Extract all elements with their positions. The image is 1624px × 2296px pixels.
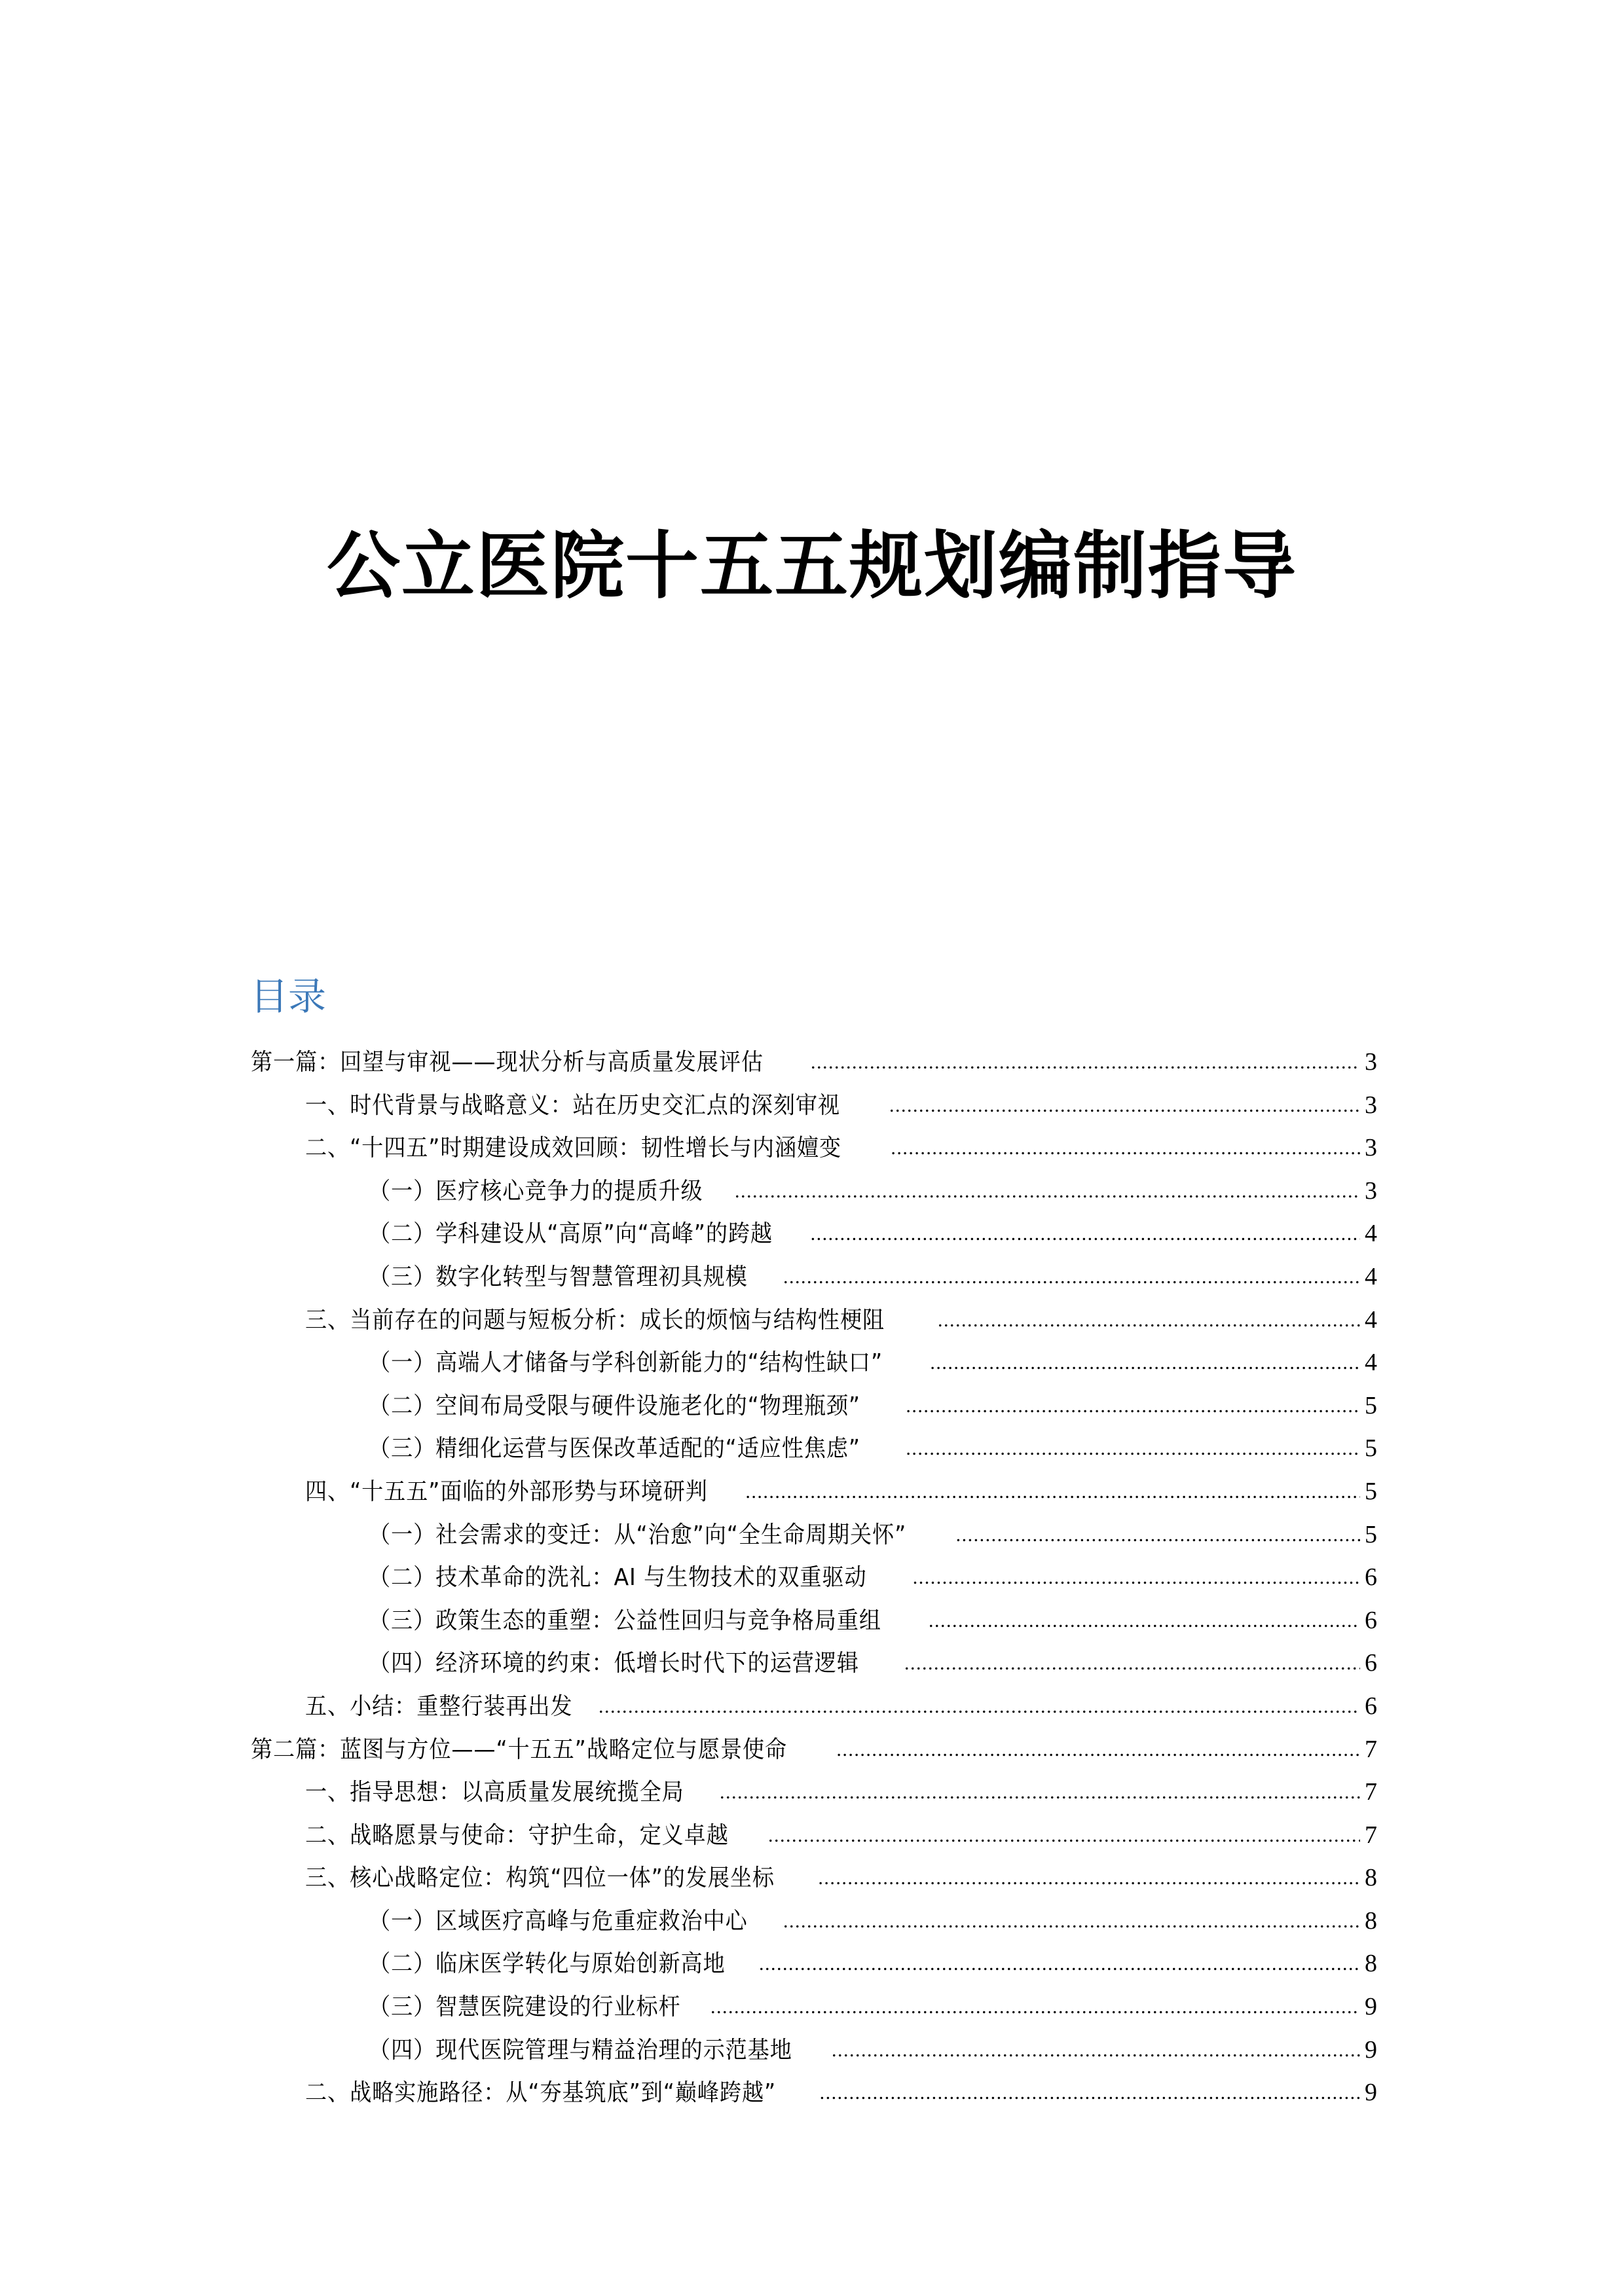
toc-dot-leader <box>930 1341 1360 1385</box>
toc-page-number[interactable]: 4 <box>1365 1220 1377 1248</box>
toc-dot-leader <box>811 1212 1360 1256</box>
toc-page-number[interactable]: 5 <box>1365 1391 1377 1419</box>
toc-page-number[interactable]: 5 <box>1365 1477 1377 1505</box>
toc-page-number[interactable]: 8 <box>1365 1864 1377 1892</box>
toc-entry-title[interactable]: 第一篇：回望与审视——现状分析与高质量发展评估 <box>251 1049 764 1076</box>
toc-dot-leader <box>811 1041 1360 1084</box>
toc-entry[interactable] <box>251 1599 1377 1643</box>
toc-entry[interactable] <box>251 1942 1377 1986</box>
toc-entry-title[interactable]: （四）现代医院管理与精益治理的示范基地 <box>369 2036 792 2064</box>
toc-dot-leader <box>759 1942 1360 1986</box>
toc-page-number[interactable]: 4 <box>1365 1262 1377 1290</box>
toc-dot-leader <box>820 2071 1360 2115</box>
toc-entry-title[interactable]: （二）学科建设从“高原”向“高峰”的跨越 <box>369 1220 773 1248</box>
toc-entry[interactable] <box>251 1256 1377 1299</box>
toc-entry[interactable] <box>251 2071 1377 2115</box>
toc-dot-leader <box>735 1170 1360 1213</box>
toc-page-number[interactable]: 5 <box>1365 1434 1377 1463</box>
toc-entry-title[interactable]: 四、“十五五”面临的外部形势与环境研判 <box>305 1478 708 1505</box>
toc-dot-leader <box>929 1599 1360 1643</box>
toc-entry-title[interactable]: （二）技术革命的洗礼：AI 与生物技术的双重驱动 <box>369 1564 867 1592</box>
toc-dot-leader <box>768 1814 1360 1857</box>
toc-page-number[interactable]: 9 <box>1365 2035 1377 2064</box>
toc-entry[interactable] <box>251 2029 1377 2072</box>
toc-entry-title[interactable]: 三、当前存在的问题与短板分析：成长的烦恼与结构性梗阻 <box>305 1306 885 1334</box>
toc-dot-leader <box>891 1127 1360 1170</box>
toc-dot-leader <box>906 1427 1360 1470</box>
toc-entry-title[interactable]: （三）数字化转型与智慧管理初具规模 <box>369 1263 748 1290</box>
toc-entry-title[interactable]: （四）经济环境的约束：低增长时代下的运营逻辑 <box>369 1650 859 1677</box>
toc-page-number[interactable]: 3 <box>1365 1134 1377 1162</box>
toc-page-number[interactable]: 8 <box>1365 1950 1377 1978</box>
toc-dot-leader <box>904 1642 1360 1685</box>
toc-entry-title[interactable]: （一）高端人才储备与学科创新能力的“结构性缺口” <box>369 1349 883 1377</box>
toc-entry[interactable] <box>251 1470 1377 1514</box>
toc-dot-leader <box>745 1470 1360 1514</box>
toc-dot-leader <box>783 1900 1360 1943</box>
toc-entry-title[interactable]: 五、小结：重整行装再出发 <box>305 1692 573 1720</box>
toc-dot-leader <box>956 1514 1360 1557</box>
toc-entry-title[interactable]: （二）临床医学转化与原始创新高地 <box>369 1950 726 1978</box>
toc-page-number[interactable]: 8 <box>1365 1906 1377 1935</box>
toc-dot-leader <box>836 1728 1360 1772</box>
toc-page-number[interactable]: 9 <box>1365 2079 1377 2107</box>
toc-entry-title[interactable]: （二）空间布局受限与硬件设施老化的“物理瓶颈” <box>369 1392 861 1419</box>
toc-heading: 目录 <box>250 974 327 1019</box>
toc-entry[interactable] <box>251 1212 1377 1256</box>
toc-page-number[interactable]: 6 <box>1365 1692 1377 1720</box>
table-of-contents <box>251 1041 1377 2115</box>
toc-dot-leader <box>913 1556 1360 1599</box>
toc-entry[interactable] <box>251 1685 1377 1728</box>
toc-dot-leader <box>906 1385 1360 1428</box>
toc-entry-title[interactable]: 二、战略实施路径：从“夯基筑底”到“巅峰跨越” <box>305 2079 777 2107</box>
toc-page-number[interactable]: 3 <box>1365 1048 1377 1076</box>
toc-entry-title[interactable]: （三）精细化运营与医保改革适配的“适应性焦虑” <box>369 1435 861 1463</box>
toc-entry[interactable] <box>251 1556 1377 1599</box>
toc-entry-title[interactable]: （一）社会需求的变迁：从“治愈”向“全生命周期关怀” <box>369 1521 907 1548</box>
toc-entry-title[interactable]: （一）医疗核心竞争力的提质升级 <box>369 1177 703 1205</box>
toc-entry-title[interactable]: 第二篇：蓝图与方位——“十五五”战略定位与愿景使命 <box>251 1736 788 1763</box>
toc-entry[interactable] <box>251 1170 1377 1213</box>
toc-entry[interactable] <box>251 1385 1377 1428</box>
toc-page-number[interactable]: 7 <box>1365 1821 1377 1849</box>
toc-entry-title[interactable]: 一、时代背景与战略意义：站在历史交汇点的深刻审视 <box>305 1091 840 1119</box>
toc-entry[interactable] <box>251 1084 1377 1127</box>
toc-page-number[interactable]: 6 <box>1365 1606 1377 1634</box>
toc-page-number[interactable]: 7 <box>1365 1735 1377 1763</box>
toc-dot-leader <box>889 1084 1360 1127</box>
toc-dot-leader <box>818 1857 1360 1900</box>
toc-entry-title[interactable]: 三、核心战略定位：构筑“四位一体”的发展坐标 <box>305 1865 775 1892</box>
toc-entry[interactable] <box>251 1427 1377 1470</box>
toc-entry[interactable] <box>251 1857 1377 1900</box>
toc-dot-leader <box>720 1771 1360 1814</box>
toc-entry-title[interactable]: （三）政策生态的重塑：公益性回归与竞争格局重组 <box>369 1607 881 1634</box>
toc-entry[interactable] <box>251 1771 1377 1814</box>
toc-entry[interactable] <box>251 1514 1377 1557</box>
toc-entry[interactable] <box>251 1041 1377 1084</box>
toc-page-number[interactable]: 9 <box>1365 1993 1377 2021</box>
toc-page-number[interactable]: 6 <box>1365 1649 1377 1677</box>
toc-entry-title[interactable]: 二、战略愿景与使命：守护生命，定义卓越 <box>305 1821 729 1849</box>
toc-page-number[interactable]: 7 <box>1365 1778 1377 1806</box>
toc-entry[interactable] <box>251 1299 1377 1342</box>
toc-page-number[interactable]: 3 <box>1365 1091 1377 1119</box>
toc-entry-title[interactable]: 一、指导思想：以高质量发展统揽全局 <box>305 1779 684 1806</box>
toc-entry[interactable] <box>251 1642 1377 1685</box>
toc-entry-title[interactable]: 二、“十四五”时期建设成效回顾：韧性增长与内涵嬗变 <box>305 1135 842 1162</box>
toc-page-number[interactable]: 5 <box>1365 1520 1377 1548</box>
toc-dot-leader <box>599 1685 1360 1728</box>
toc-page-number[interactable]: 3 <box>1365 1176 1377 1205</box>
toc-dot-leader <box>783 1256 1360 1299</box>
toc-entry-title[interactable]: （三）智慧医院建设的行业标杆 <box>369 1994 681 2021</box>
toc-entry[interactable] <box>251 1127 1377 1170</box>
toc-entry[interactable] <box>251 1900 1377 1943</box>
toc-page-number[interactable]: 6 <box>1365 1563 1377 1592</box>
toc-dot-leader <box>710 1986 1360 2029</box>
toc-entry-title[interactable]: （一）区域医疗高峰与危重症救治中心 <box>369 1907 748 1935</box>
toc-entry[interactable] <box>251 1728 1377 1772</box>
toc-page-number[interactable]: 4 <box>1365 1305 1377 1334</box>
toc-entry[interactable] <box>251 1814 1377 1857</box>
toc-entry[interactable] <box>251 1986 1377 2029</box>
toc-dot-leader <box>938 1299 1360 1342</box>
toc-dot-leader <box>832 2029 1360 2072</box>
toc-page-number[interactable]: 4 <box>1365 1349 1377 1377</box>
document-title: 公立医院十五五规划编制指导 <box>327 523 1297 610</box>
toc-entry[interactable] <box>251 1341 1377 1385</box>
